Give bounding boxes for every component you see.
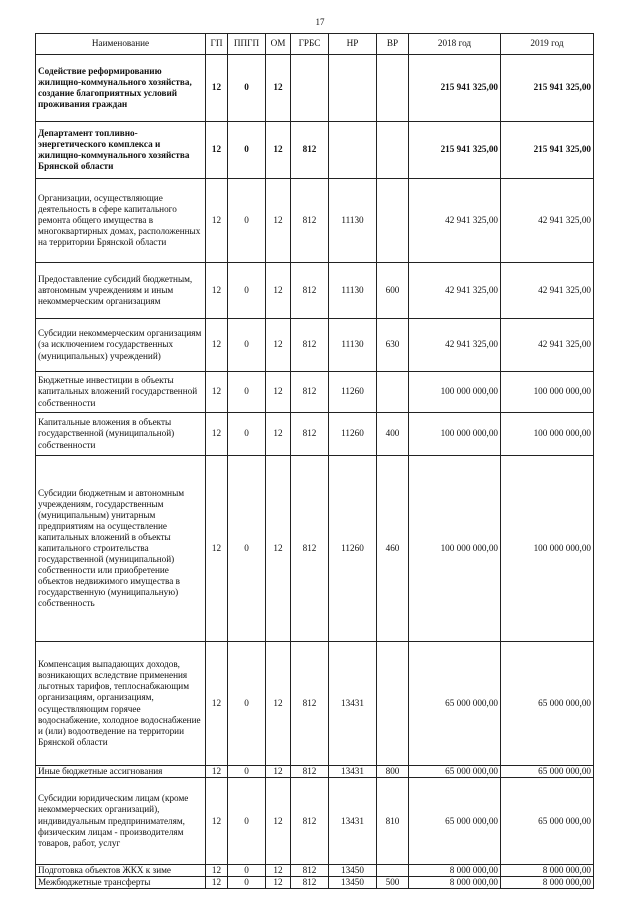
table-row bbox=[36, 55, 594, 122]
cell-name: Бюджетные инвестиции в объекты капитальных вложений государственной собственности bbox=[36, 372, 206, 413]
cell-grbs: 812 bbox=[291, 877, 329, 889]
cell-vr bbox=[377, 179, 409, 263]
cell-gp: 12 bbox=[206, 319, 228, 372]
col-header-grbs: ГРБС bbox=[291, 34, 329, 55]
cell-om: 12 bbox=[266, 372, 291, 413]
cell-2019: 42 941 325,00 bbox=[501, 179, 594, 263]
cell-gp: 12 bbox=[206, 766, 228, 778]
cell-gp: 12 bbox=[206, 263, 228, 319]
cell-om: 12 bbox=[266, 642, 291, 766]
cell-gp: 12 bbox=[206, 456, 228, 642]
cell-pgp: 0 bbox=[228, 865, 266, 877]
cell-nr bbox=[329, 122, 377, 179]
table-row bbox=[36, 865, 594, 877]
table-row bbox=[36, 413, 594, 456]
cell-gp: 12 bbox=[206, 778, 228, 865]
col-header-2018: 2018 год bbox=[409, 34, 501, 55]
cell-2018: 42 941 325,00 bbox=[409, 319, 501, 372]
cell-2019: 42 941 325,00 bbox=[501, 319, 594, 372]
cell-2018: 8 000 000,00 bbox=[409, 877, 501, 889]
cell-grbs: 812 bbox=[291, 319, 329, 372]
table-row bbox=[36, 642, 594, 766]
cell-grbs: 812 bbox=[291, 865, 329, 877]
col-header-name: Наименование bbox=[36, 34, 206, 55]
table-row bbox=[36, 766, 594, 778]
cell-vr: 800 bbox=[377, 766, 409, 778]
cell-pgp: 0 bbox=[228, 877, 266, 889]
cell-gp: 12 bbox=[206, 122, 228, 179]
cell-grbs: 812 bbox=[291, 778, 329, 865]
cell-nr: 13431 bbox=[329, 778, 377, 865]
cell-gp: 12 bbox=[206, 413, 228, 456]
table-header-row bbox=[36, 34, 594, 55]
table-row bbox=[36, 778, 594, 865]
table-row bbox=[36, 319, 594, 372]
cell-2019: 65 000 000,00 bbox=[501, 642, 594, 766]
cell-nr: 13450 bbox=[329, 865, 377, 877]
table-row bbox=[36, 877, 594, 889]
cell-2019: 65 000 000,00 bbox=[501, 766, 594, 778]
cell-pgp: 0 bbox=[228, 778, 266, 865]
cell-gp: 12 bbox=[206, 642, 228, 766]
cell-pgp: 0 bbox=[228, 179, 266, 263]
cell-name: Организации, осуществляющие деятельность в сфере капитального ремонта общего имущества в многоквартирных домах, расположенных на территории Брянской области bbox=[36, 179, 206, 263]
col-header-om: ОМ bbox=[266, 34, 291, 55]
cell-2019: 8 000 000,00 bbox=[501, 877, 594, 889]
cell-gp: 12 bbox=[206, 372, 228, 413]
cell-om: 12 bbox=[266, 877, 291, 889]
cell-nr: 11260 bbox=[329, 413, 377, 456]
cell-name: Подготовка объектов ЖКХ к зиме bbox=[36, 865, 206, 877]
cell-2018: 8 000 000,00 bbox=[409, 865, 501, 877]
cell-vr: 460 bbox=[377, 456, 409, 642]
cell-nr: 11130 bbox=[329, 179, 377, 263]
cell-name: Предоставление субсидий бюджетным, автономным учреждениям и иным некоммерческим организациям bbox=[36, 263, 206, 319]
cell-grbs: 812 bbox=[291, 179, 329, 263]
cell-2018: 65 000 000,00 bbox=[409, 766, 501, 778]
cell-2018: 100 000 000,00 bbox=[409, 413, 501, 456]
col-header-2019: 2019 год bbox=[501, 34, 594, 55]
cell-2019: 65 000 000,00 bbox=[501, 778, 594, 865]
cell-nr: 13431 bbox=[329, 642, 377, 766]
cell-2018: 215 941 325,00 bbox=[409, 55, 501, 122]
cell-vr bbox=[377, 865, 409, 877]
table-row bbox=[36, 122, 594, 179]
table-row bbox=[36, 372, 594, 413]
cell-vr bbox=[377, 642, 409, 766]
cell-om: 12 bbox=[266, 179, 291, 263]
cell-name: Субсидии юридическим лицам (кроме некоммерческих организаций), индивидуальным предпринимателям, физическим лицам - производителям товаров, работ, услуг bbox=[36, 778, 206, 865]
cell-vr: 810 bbox=[377, 778, 409, 865]
cell-2019: 100 000 000,00 bbox=[501, 413, 594, 456]
cell-vr bbox=[377, 55, 409, 122]
cell-om: 12 bbox=[266, 413, 291, 456]
cell-grbs: 812 bbox=[291, 372, 329, 413]
cell-om: 12 bbox=[266, 319, 291, 372]
cell-2018: 42 941 325,00 bbox=[409, 179, 501, 263]
cell-nr: 11130 bbox=[329, 263, 377, 319]
cell-vr: 630 bbox=[377, 319, 409, 372]
cell-2018: 42 941 325,00 bbox=[409, 263, 501, 319]
cell-om: 12 bbox=[266, 55, 291, 122]
cell-gp: 12 bbox=[206, 55, 228, 122]
cell-grbs: 812 bbox=[291, 456, 329, 642]
cell-2019: 100 000 000,00 bbox=[501, 456, 594, 642]
cell-pgp: 0 bbox=[228, 55, 266, 122]
budget-table bbox=[35, 33, 594, 889]
cell-2018: 100 000 000,00 bbox=[409, 456, 501, 642]
cell-grbs: 812 bbox=[291, 413, 329, 456]
cell-vr: 600 bbox=[377, 263, 409, 319]
col-header-pgp: ППГП bbox=[228, 34, 266, 55]
col-header-gp: ГП bbox=[206, 34, 228, 55]
cell-nr: 13431 bbox=[329, 766, 377, 778]
cell-2018: 65 000 000,00 bbox=[409, 778, 501, 865]
cell-name: Департамент топливно-энергетического комплекса и жилищно-коммунального хозяйства Брянской области bbox=[36, 122, 206, 179]
cell-pgp: 0 bbox=[228, 413, 266, 456]
cell-om: 12 bbox=[266, 778, 291, 865]
cell-nr: 11260 bbox=[329, 372, 377, 413]
cell-name: Межбюджетные трансферты bbox=[36, 877, 206, 889]
cell-2018: 65 000 000,00 bbox=[409, 642, 501, 766]
table-row bbox=[36, 456, 594, 642]
cell-name: Содействие реформированию жилищно-коммунального хозяйства, создание благоприятных условий проживания граждан bbox=[36, 55, 206, 122]
cell-name: Иные бюджетные ассигнования bbox=[36, 766, 206, 778]
cell-nr: 11260 bbox=[329, 456, 377, 642]
cell-grbs: 812 bbox=[291, 766, 329, 778]
cell-om: 12 bbox=[266, 456, 291, 642]
cell-2019: 215 941 325,00 bbox=[501, 55, 594, 122]
page-number: 17 bbox=[315, 17, 325, 27]
cell-gp: 12 bbox=[206, 877, 228, 889]
cell-gp: 12 bbox=[206, 179, 228, 263]
cell-2019: 8 000 000,00 bbox=[501, 865, 594, 877]
cell-om: 12 bbox=[266, 122, 291, 179]
cell-2019: 100 000 000,00 bbox=[501, 372, 594, 413]
cell-grbs: 812 bbox=[291, 263, 329, 319]
cell-nr: 13450 bbox=[329, 877, 377, 889]
cell-pgp: 0 bbox=[228, 456, 266, 642]
cell-om: 12 bbox=[266, 865, 291, 877]
cell-2018: 215 941 325,00 bbox=[409, 122, 501, 179]
col-header-vr: ВР bbox=[377, 34, 409, 55]
cell-om: 12 bbox=[266, 263, 291, 319]
cell-pgp: 0 bbox=[228, 319, 266, 372]
cell-name: Субсидии бюджетным и автономным учреждениям, государственным (муниципальным) унитарным предприятиям на осуществление капитальных вложений в объекты капитального строительства государственной (муниципальной) собственности или приобретение объектов недвижимого имущества в государственную (муниципальную) собственность bbox=[36, 456, 206, 642]
cell-pgp: 0 bbox=[228, 122, 266, 179]
cell-2019: 42 941 325,00 bbox=[501, 263, 594, 319]
cell-nr: 11130 bbox=[329, 319, 377, 372]
cell-grbs: 812 bbox=[291, 122, 329, 179]
cell-pgp: 0 bbox=[228, 766, 266, 778]
cell-pgp: 0 bbox=[228, 263, 266, 319]
cell-pgp: 0 bbox=[228, 372, 266, 413]
cell-pgp: 0 bbox=[228, 642, 266, 766]
col-header-nr: НР bbox=[329, 34, 377, 55]
table-row bbox=[36, 179, 594, 263]
cell-name: Капитальные вложения в объекты государственной (муниципальной) собственности bbox=[36, 413, 206, 456]
cell-grbs bbox=[291, 55, 329, 122]
cell-name: Субсидии некоммерческим организациям (за исключением государственных (муниципальных) учреждений) bbox=[36, 319, 206, 372]
table-row bbox=[36, 263, 594, 319]
cell-2019: 215 941 325,00 bbox=[501, 122, 594, 179]
cell-2018: 100 000 000,00 bbox=[409, 372, 501, 413]
cell-vr: 500 bbox=[377, 877, 409, 889]
cell-om: 12 bbox=[266, 766, 291, 778]
cell-vr bbox=[377, 372, 409, 413]
cell-nr bbox=[329, 55, 377, 122]
cell-name: Компенсация выпадающих доходов, возникающих вследствие применения льготных тарифов, теплоснабжающим организациям, организациям, осуществляющим горячее водоснабжение, холодное водоснабжение и (или) водоотведение на территории Брянской области bbox=[36, 642, 206, 766]
cell-vr: 400 bbox=[377, 413, 409, 456]
cell-gp: 12 bbox=[206, 865, 228, 877]
cell-grbs: 812 bbox=[291, 642, 329, 766]
cell-vr bbox=[377, 122, 409, 179]
